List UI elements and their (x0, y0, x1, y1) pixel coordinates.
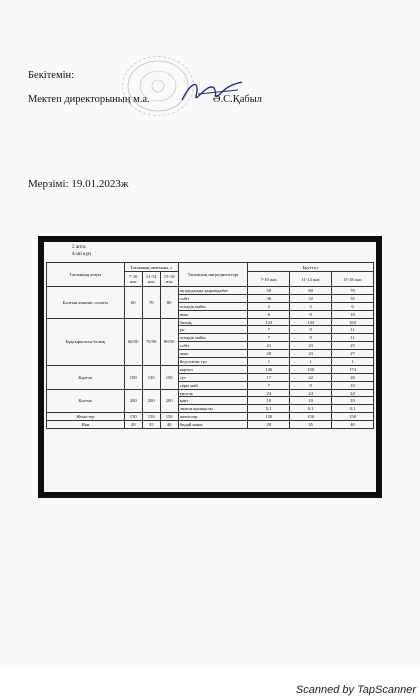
gross-weight-cell: 150 (332, 413, 374, 421)
gross-weight-cell: 1 (332, 358, 374, 366)
gross-weight-cell: 0,1 (248, 405, 290, 413)
menu-table (46, 262, 374, 429)
dish-name-cell: Нан (47, 421, 125, 429)
scanner-watermark: Scanned by TapScanner (295, 684, 416, 696)
date-line: Мерзімі: 19.01.2023ж (28, 178, 129, 190)
dish-yield-cell: 150 (124, 413, 142, 421)
signature (178, 74, 248, 110)
table-row (47, 365, 374, 373)
table-row (47, 389, 374, 397)
dish-yield-cell: 70 (142, 287, 160, 319)
gross-weight-cell: 32 (290, 294, 332, 302)
gross-weight-cell: 163 (332, 318, 374, 326)
gross-weight-cell: 11 (332, 334, 374, 342)
col-gross-age1: 7-10 жас (248, 272, 290, 287)
gross-weight-cell: 23 (290, 342, 332, 350)
menu-week: 2 апта (72, 244, 86, 250)
gross-weight-cell: 7 (248, 326, 290, 334)
ingredient-cell: сүт (178, 373, 248, 381)
gross-weight-cell: 40 (332, 421, 374, 429)
gross-weight-cell: 24 (248, 389, 290, 397)
ingredient-cell: ұн (178, 326, 248, 334)
dish-yield-cell: 150 (160, 413, 178, 421)
gross-weight-cell: 24 (332, 389, 374, 397)
gross-weight-cell: 1 (248, 358, 290, 366)
gross-weight-cell: 50 (248, 287, 290, 295)
table-row (47, 318, 374, 326)
ingredient-cell: пияз (178, 310, 248, 318)
col-yield-age2: 11-14 жас (142, 272, 160, 287)
ingredient-cell: пияз (178, 350, 248, 358)
menu-title (72, 244, 91, 258)
col-gross-group: Брутто,г (248, 263, 374, 272)
gross-weight-cell: 70 (332, 287, 374, 295)
dish-name-cell: Бұқтырылған балық (47, 318, 125, 365)
gross-weight-cell: 25 (332, 342, 374, 350)
gross-weight-cell: 5 (290, 302, 332, 310)
ingredient-cell: ақ қауданды қырыққабат (178, 287, 248, 295)
gross-weight-cell: 24 (290, 389, 332, 397)
gross-weight-cell: 20 (248, 421, 290, 429)
ingredient-cell: балық (178, 318, 248, 326)
dish-yield-cell: 80/50 (160, 318, 178, 365)
col-gross-age2: 11-14 жас (290, 272, 332, 287)
gross-weight-cell: 9 (290, 381, 332, 389)
dish-name-cell: Кисель (47, 389, 125, 413)
gross-weight-cell: 9 (290, 334, 332, 342)
dish-yield-cell: 200 (160, 389, 178, 413)
gross-weight-cell: 10 (332, 310, 374, 318)
gross-weight-cell: 35 (290, 421, 332, 429)
gross-weight-cell: 6 (332, 302, 374, 310)
gross-weight-cell: 60 (290, 287, 332, 295)
gross-weight-cell: 123 (248, 318, 290, 326)
gross-weight-cell: 1 (290, 358, 332, 366)
gross-weight-cell: 10 (332, 381, 374, 389)
dish-yield-cell: 130 (142, 365, 160, 389)
gross-weight-cell: 10 (248, 397, 290, 405)
gross-weight-cell: 150 (290, 413, 332, 421)
ingredient-cell: картоп (178, 365, 248, 373)
ingredient-cell: жемістер (178, 413, 248, 421)
gross-weight-cell: 150 (248, 413, 290, 421)
dish-yield-cell: 70/50 (142, 318, 160, 365)
ingredient-cell: сары май (178, 381, 248, 389)
menu-photo (38, 236, 382, 498)
gross-weight-cell: 10 (290, 397, 332, 405)
col-ingredients: Тағамның ингредиенттері (178, 263, 248, 287)
gross-weight-cell: 9 (290, 326, 332, 334)
gross-weight-cell: 20 (248, 350, 290, 358)
col-yield-group: Тағамның шығымы, г (124, 263, 178, 272)
approve-label: Бекітемін: (28, 70, 75, 81)
dish-name-cell: Жемістер (47, 413, 125, 421)
dish-yield-cell: 80 (160, 287, 178, 319)
dish-yield-cell: 100 (124, 365, 142, 389)
gross-weight-cell: 7 (248, 334, 290, 342)
ingredient-cell: өсімдік майы (178, 334, 248, 342)
ingredient-cell: йодталған тұз (178, 358, 248, 366)
gross-weight-cell: 0,1 (332, 405, 374, 413)
menu-day: 4-ші күн (72, 251, 91, 257)
ingredient-cell: бидай наны (178, 421, 248, 429)
col-yield-age1: 7-10 жас (124, 272, 142, 287)
table-row (47, 287, 374, 295)
dish-yield-cell: 150 (142, 413, 160, 421)
dish-yield-cell: 35 (142, 421, 160, 429)
gross-weight-cell: 8 (290, 310, 332, 318)
col-yield-age3: 15-18 жас (160, 272, 178, 287)
ingredient-cell: қант (178, 397, 248, 405)
gross-weight-cell: 5 (248, 302, 290, 310)
ingredient-cell: сәбіз (178, 342, 248, 350)
gross-weight-cell: 150 (290, 365, 332, 373)
dish-name-cell: Балғын көкөніс салаты (47, 287, 125, 319)
gross-weight-cell: 27 (332, 350, 374, 358)
menu-table-body (47, 287, 374, 429)
ingredient-cell: өсімдік майы (178, 302, 248, 310)
gross-weight-cell: 36 (248, 294, 290, 302)
menu-sheet (44, 242, 376, 492)
gross-weight-cell: 21 (248, 342, 290, 350)
gross-weight-cell: 126 (248, 365, 290, 373)
gross-weight-cell: 23 (290, 350, 332, 358)
dish-name-cell: Картоп (47, 365, 125, 389)
gross-weight-cell: 0,1 (290, 405, 332, 413)
gross-weight-cell: 7 (248, 381, 290, 389)
gross-weight-cell: 22 (290, 373, 332, 381)
gross-weight-cell: 10 (332, 397, 374, 405)
table-row (47, 421, 374, 429)
dish-yield-cell: 60/50 (124, 318, 142, 365)
ingredient-cell: кисель (178, 389, 248, 397)
gross-weight-cell: 35 (332, 294, 374, 302)
dish-yield-cell: 60 (124, 287, 142, 319)
table-row (47, 413, 374, 421)
director-title: Мектеп директорының м.а. (28, 94, 150, 105)
ingredient-cell: сәбіз (178, 294, 248, 302)
dish-yield-cell: 200 (124, 389, 142, 413)
dish-yield-cell: 150 (160, 365, 178, 389)
ingredient-cell: лимон қышқылы (178, 405, 248, 413)
dish-yield-cell: 40 (160, 421, 178, 429)
dish-yield-cell: 200 (142, 389, 160, 413)
col-dish-name: Тағамның атауы (47, 263, 125, 287)
col-gross-age3: 15-18 жас (332, 272, 374, 287)
gross-weight-cell: 6 (248, 310, 290, 318)
gross-weight-cell: 11 (332, 326, 374, 334)
scanner-footer (0, 668, 420, 700)
gross-weight-cell: 26 (332, 373, 374, 381)
director-name: Ә.С.Қабыл (212, 94, 263, 105)
gross-weight-cell: 17 (248, 373, 290, 381)
gross-weight-cell: 174 (332, 365, 374, 373)
dish-yield-cell: 20 (124, 421, 142, 429)
gross-weight-cell: 143 (290, 318, 332, 326)
